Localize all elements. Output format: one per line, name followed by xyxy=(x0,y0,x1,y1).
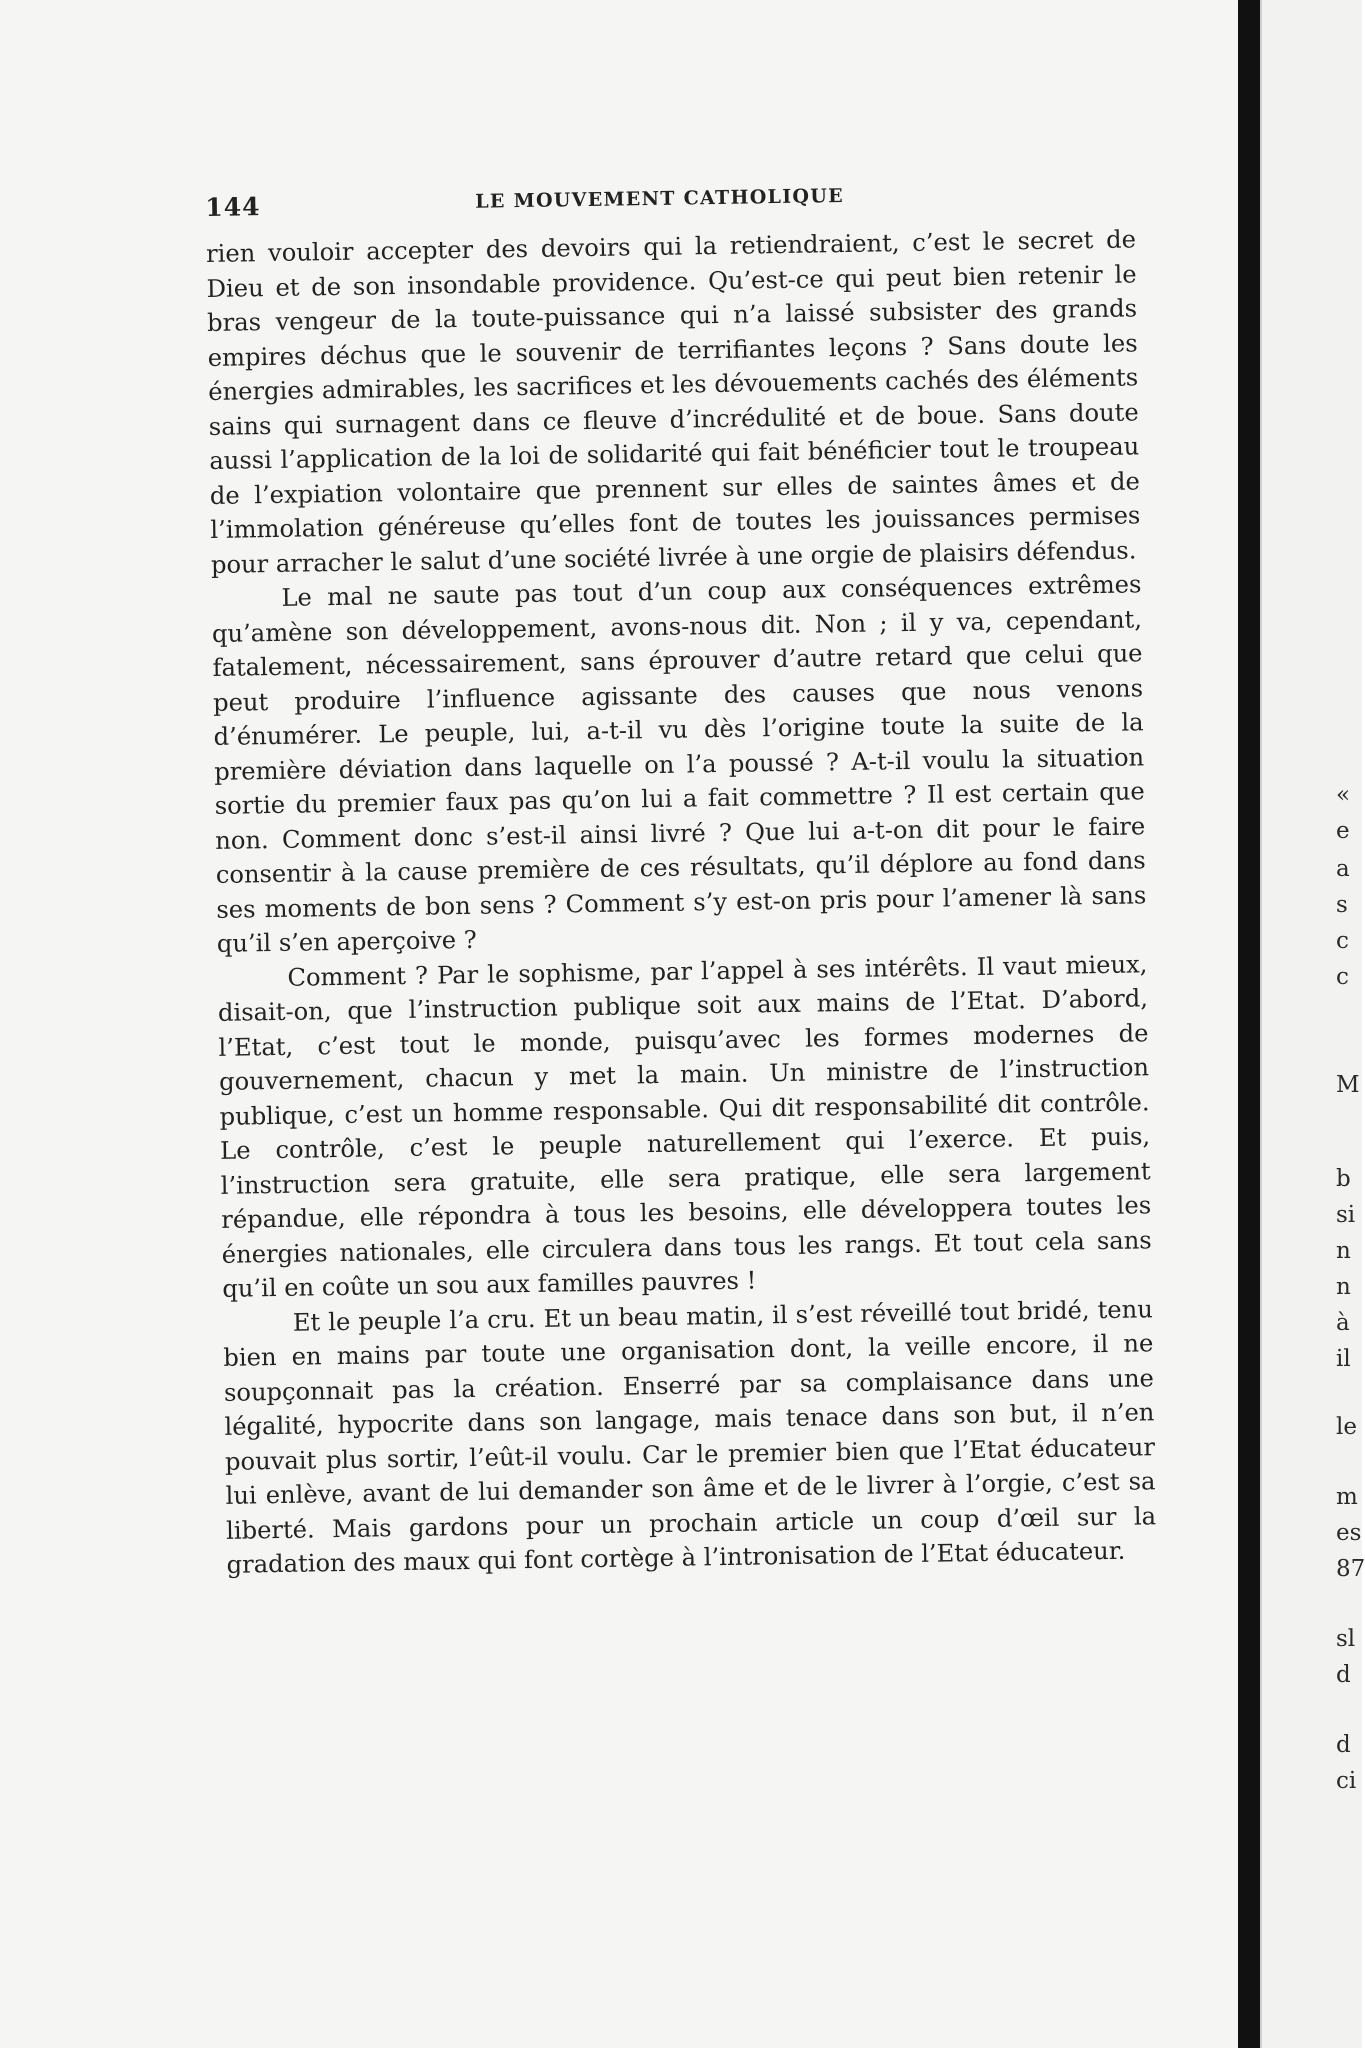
paragraph-2: Le mal ne saute pas tout d’un coup aux conséquences extrêmes qu’amène son développement, avons-nous dit. Non ; il y va, cependant, fatalement, nécessairement, sans éprouver d’autre retard que celui que peut produire l’influence agissante des causes que nous venons d’énumérer. Le peuple, lui, a-t-il vu dès l’origine toute la suite de la première déviation dans laquelle on l’a poussé ? A-t-il voulu la situation sortie du premier faux pas qu’on lui a fait commettre ? Il est certain que non. Comment donc s’est-il ainsi livré ? Que lui a-t-on dit pour le faire consentir à la cause première de ces résultats, qu’il déplore au fond dans ses moments de bon sens ? Comment s’y est-on pris pour l’amener là sans qu’il s’en aperçoive ? xyxy=(211,570,1147,958)
facing-page-fragment: le xyxy=(1336,1414,1357,1440)
paragraph-1: rien vouloir accepter des devoirs qui la retiendraient, c’est le secret de Dieu et de son insondable providence. Qu’est-ce qui peut bien retenir le bras vengeur de la toute-puissance qui n’a laissé subsister des grands empires déchus que le souvenir de terrifiantes leçons ? Sans doute les énergies admirables, les sacrifices et les dévouements cachés des éléments sains qui surnagent dans ce fleuve d’incrédulité et de boue. Sans doute aussi l’application de la loi de solidarité qui fait bénéficier tout le troupeau de l’expiation volontaire que prennent sur elles de saintes âmes et de l’immolation généreuse qu’elles font de toutes les jouissances permises pour arracher le salut d’une société livrée à une orgie de plaisirs défendus. xyxy=(205,225,1141,579)
facing-page-fragment: « xyxy=(1336,782,1351,808)
facing-page-fragment: b xyxy=(1336,1166,1351,1192)
facing-page-fragment: si xyxy=(1336,1202,1356,1228)
facing-page-fragment: s xyxy=(1336,892,1348,918)
facing-page-fragment: c xyxy=(1336,964,1349,990)
facing-page-fragment: à xyxy=(1336,1310,1350,1336)
page-text-block xyxy=(205,170,1157,1582)
facing-page-fragment: M xyxy=(1336,1072,1360,1098)
facing-page-fragment: a xyxy=(1336,856,1350,882)
facing-page-fragment: es xyxy=(1336,1520,1362,1546)
facing-page-fragment: ci xyxy=(1336,1768,1357,1794)
page-number: 144 xyxy=(205,192,261,222)
facing-page-fragment: d xyxy=(1336,1732,1351,1758)
facing-page-fragment: 87 xyxy=(1336,1556,1365,1582)
facing-page-fragment: c xyxy=(1336,928,1349,954)
paragraph-4: Et le peuple l’a cru. Et un beau matin, il s’est réveillé tout bridé, tenu bien en mains par toute une organisation dont, la veille encore, il ne soupçonnait pas la création. Enserré par sa complaisance dans une légalité, hypocrite dans son langage, mais tenace dans son but, il n’en pouvait plus sortir, l’eût-il voulu. Car le premier bien que l’Etat éducateur lui enlève, avant de lui demander son âme et de le livrer à l’orgie, c’est sa liberté. Mais gardons pour un prochain article un coup d’œil sur la gradation des maux qui font cortège à l’intronisation de l’Etat éducateur. xyxy=(223,1294,1157,1579)
page-gutter xyxy=(1238,0,1260,2048)
facing-page-fragment: n xyxy=(1336,1238,1351,1264)
running-head: LE MOUVEMENT CATHOLIQUE xyxy=(475,184,845,213)
facing-page-fragment: e xyxy=(1336,818,1350,844)
facing-page-fragment: sl xyxy=(1336,1626,1356,1652)
facing-page-fragment: d xyxy=(1336,1662,1351,1688)
paragraph-3: Comment ? Par le sophisme, par l’appel à ses intérêts. Il vaut mieux, disait-on, que l’instruction publique soit aux mains de l’Etat. D’abord, l’Etat, c’est tout le monde, puisqu’avec les formes modernes de gouvernement, chacun y met la main. Un ministre de l’instruction publique, c’est un homme responsable. Qui dit responsabilité dit contrôle. Le contrôle, c’est le peuple naturellement qui l’exerce. Et puis, l’instruction sera gratuite, elle sera pratique, elle sera largement répandue, elle répondra à tous les besoins, elle développera toutes les énergies nationales, elle circulera dans tous les rangs. Et tout cela sans qu’il en coûte un sou aux familles pauvres ! xyxy=(217,949,1152,1303)
facing-page-fragment: n xyxy=(1336,1274,1351,1300)
facing-page-fragment: il xyxy=(1336,1346,1351,1372)
facing-page-fragment: m xyxy=(1336,1484,1358,1510)
